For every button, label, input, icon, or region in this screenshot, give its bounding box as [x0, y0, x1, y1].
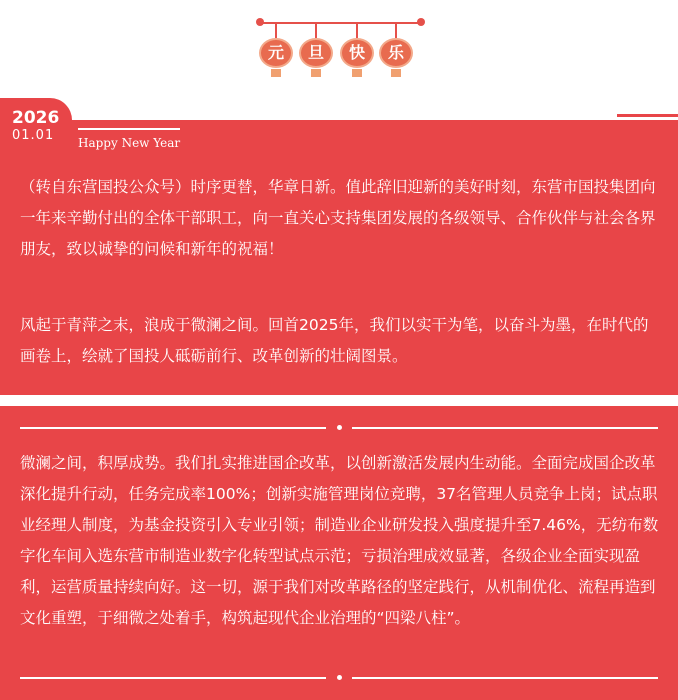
paragraph-review: 风起于青萍之末，浪成于微澜之间。回首2025年，我们以实干为笔，以奋斗为墨，在时代的画卷上，绘就了国投人砥砺前行、改革创新的壮阔图景。 [20, 316, 649, 365]
lantern-char: 旦 [299, 38, 333, 68]
lantern-3 [339, 24, 375, 77]
greeting-text: Happy New Year [78, 136, 181, 150]
lantern-char: 元 [259, 38, 293, 68]
divider-dot [337, 425, 342, 430]
lantern-char: 乐 [379, 38, 413, 68]
lantern-char: 快 [340, 38, 374, 68]
divider-bottom-left [20, 677, 326, 679]
lantern-4 [378, 24, 414, 77]
paragraph-reform: 微澜之间，积厚成势。我们扎实推进国企改革，以创新激活发展内生动能。全面完成国企改革深化提升行动，任务完成率100%；创新实施管理岗位竞聘，37名管理人员竞争上岗；试点职业经理人制度，为基金投资引入专业引领；制造业企业研发投入强度提升至7.46%，无纺布数字化车间入选东营市制造业数字化转型试点示范；亏损治理成效显著，各级企业全面实现盈利，运营质量持续向好。这一切，源于我们对改革路径的坚定践行，从机制优化、流程再造到文化重塑，于细微之处着手，构筑起现代企业治理的“四梁八柱”。 [20, 454, 659, 627]
divider-left [20, 427, 326, 429]
badge-date: 01.01 [12, 128, 55, 143]
divider-bottom-dot [337, 675, 342, 680]
string-end-dot-right [417, 18, 425, 26]
divider-right [352, 427, 658, 429]
badge-year: 2026 [12, 108, 60, 128]
divider-bottom-right [352, 677, 658, 679]
accent-bar [617, 114, 678, 117]
lantern-1 [258, 24, 294, 77]
header-banner [0, 0, 678, 100]
greeting-underline [78, 128, 180, 130]
lantern-2 [298, 24, 334, 77]
paragraph-intro: （转自东营国投公众号）时序更替，华章日新。值此辞旧迎新的美好时刻，东营市国投集团向一年来辛勤付出的全体干部职工，向一直关心支持集团发展的各级领导、合作伙伴与社会各界朋友，致以诚挚的问候和新年的祝福！ [20, 178, 656, 258]
